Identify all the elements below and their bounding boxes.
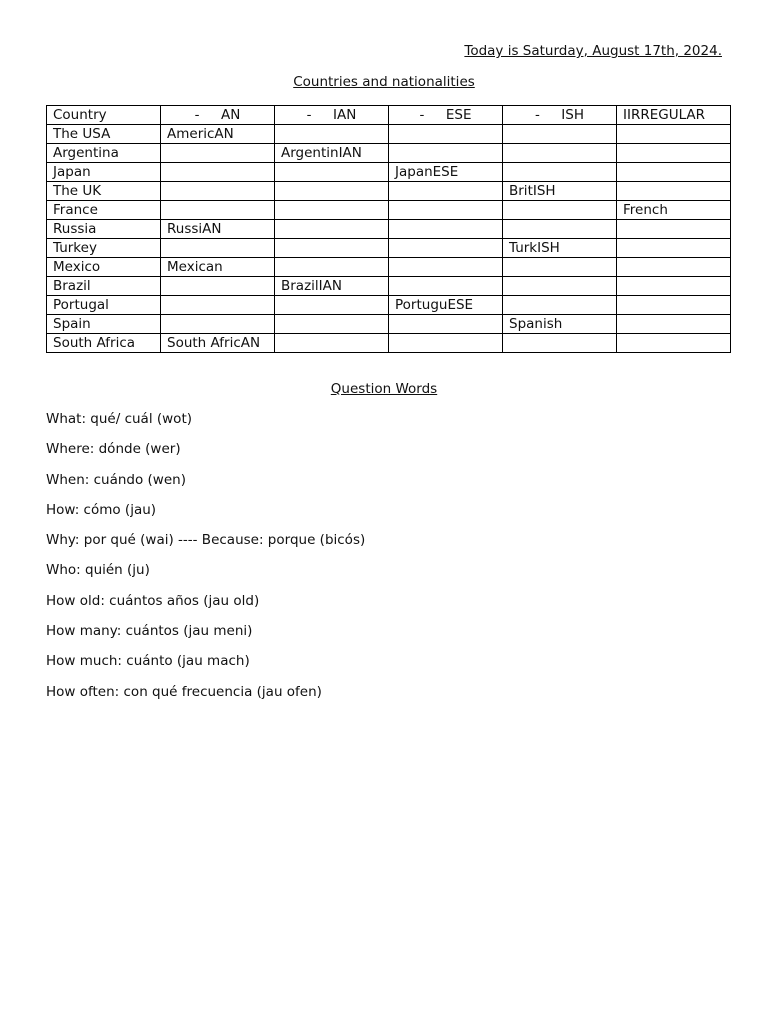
nationality-cell (161, 239, 275, 258)
country-cell: Argentina (47, 144, 161, 163)
table-row (47, 182, 731, 201)
nationality-cell (161, 296, 275, 315)
question-word-item: Where: dónde (wer) (46, 441, 181, 458)
table-row (47, 315, 731, 334)
nationality-cell: TurkISH (503, 239, 617, 258)
country-cell: Portugal (47, 296, 161, 315)
nationality-cell (389, 258, 503, 277)
nationality-cell (617, 296, 731, 315)
table-row (47, 334, 731, 353)
nationality-cell (389, 220, 503, 239)
question-word-item: How many: cuántos (jau meni) (46, 623, 253, 640)
nationality-cell: French (617, 201, 731, 220)
column-header-ish: - ISH (503, 106, 617, 125)
nationality-cell (503, 201, 617, 220)
nationality-cell (503, 296, 617, 315)
nationality-cell (503, 163, 617, 182)
nationality-cell: Mexican (161, 258, 275, 277)
question-words-heading: Question Words (330, 381, 438, 397)
nationality-cell (503, 220, 617, 239)
nationality-cell (617, 163, 731, 182)
nationality-cell (389, 239, 503, 258)
table-row (47, 258, 731, 277)
nationality-cell: South AfricAN (161, 334, 275, 353)
country-cell: Turkey (47, 239, 161, 258)
nationality-cell (161, 163, 275, 182)
table-row (47, 163, 731, 182)
nationality-cell (161, 144, 275, 163)
nationality-cell: RussiAN (161, 220, 275, 239)
table-row (47, 239, 731, 258)
nationality-cell (161, 182, 275, 201)
nationality-cell (275, 334, 389, 353)
question-words-list (46, 411, 365, 714)
question-word-item: How old: cuántos años (jau old) (46, 592, 260, 609)
nationality-cell (275, 315, 389, 334)
country-cell: France (47, 201, 161, 220)
nationality-cell (275, 220, 389, 239)
nationality-cell (161, 315, 275, 334)
table-row (47, 296, 731, 315)
nationality-cell (275, 163, 389, 182)
question-word-item: How much: cuánto (jau mach) (46, 653, 250, 670)
nationality-cell (389, 277, 503, 296)
nationality-cell (275, 201, 389, 220)
nationality-cell (389, 334, 503, 353)
nationality-cell (617, 144, 731, 163)
nationality-cell (275, 296, 389, 315)
nationality-cell (389, 125, 503, 144)
date-line: Today is Saturday, August 17th, 2024. (464, 43, 722, 59)
column-header-ese: - ESE (389, 106, 503, 125)
question-word-item: What: qué/ cuál (wot) (46, 411, 193, 427)
nationality-cell: BritISH (503, 182, 617, 201)
nationality-cell: JapanESE (389, 163, 503, 182)
nationality-cell (617, 182, 731, 201)
nationality-cell: ArgentinIAN (275, 144, 389, 163)
nationality-cell (617, 239, 731, 258)
question-word-item: How often: con qué frecuencia (jau ofen) (46, 683, 322, 700)
table-row (47, 220, 731, 239)
nationality-cell: PortuguESE (389, 296, 503, 315)
nationality-cell (389, 144, 503, 163)
column-header-ian: - IAN (275, 106, 389, 125)
nationality-cell (617, 277, 731, 296)
nationality-cell (275, 239, 389, 258)
countries-heading: Countries and nationalities (293, 74, 475, 90)
table-row (47, 144, 731, 163)
nationality-cell (503, 144, 617, 163)
nationalities-table (46, 105, 731, 353)
nationality-cell (617, 125, 731, 144)
question-word-item: Who: quién (ju) (46, 562, 150, 579)
nationality-cell (503, 334, 617, 353)
nationality-cell (503, 125, 617, 144)
nationality-cell (389, 201, 503, 220)
nationality-cell (161, 201, 275, 220)
nationality-cell (161, 277, 275, 296)
column-header-country: Country (47, 106, 161, 125)
nationality-cell (617, 334, 731, 353)
nationality-cell (275, 258, 389, 277)
nationality-cell (275, 125, 389, 144)
nationality-cell (617, 220, 731, 239)
nationality-cell (389, 182, 503, 201)
country-cell: Brazil (47, 277, 161, 296)
country-cell: The UK (47, 182, 161, 201)
table-header-row (47, 106, 731, 125)
nationality-cell: Spanish (503, 315, 617, 334)
nationality-cell (275, 182, 389, 201)
country-cell: Mexico (47, 258, 161, 277)
country-cell: The USA (47, 125, 161, 144)
nationality-cell (503, 277, 617, 296)
nationality-cell (503, 258, 617, 277)
nationality-cell: AmericAN (161, 125, 275, 144)
country-cell: South Africa (47, 334, 161, 353)
country-cell: Russia (47, 220, 161, 239)
nationality-cell (617, 315, 731, 334)
column-header-irregular: IIRREGULAR (617, 106, 731, 125)
country-cell: Japan (47, 163, 161, 182)
column-header-an: - AN (161, 106, 275, 125)
table-row (47, 201, 731, 220)
table-body (47, 125, 731, 353)
country-cell: Spain (47, 315, 161, 334)
table-row (47, 277, 731, 296)
question-word-item: How: cómo (jau) (46, 501, 157, 518)
question-word-item: Why: por qué (wai) ---- Because: porque (bicós) (46, 532, 366, 549)
nationality-cell: BrazilIAN (275, 277, 389, 296)
question-word-item: When: cuándo (wen) (46, 471, 186, 488)
nationality-cell (617, 258, 731, 277)
table-row (47, 125, 731, 144)
nationality-cell (389, 315, 503, 334)
